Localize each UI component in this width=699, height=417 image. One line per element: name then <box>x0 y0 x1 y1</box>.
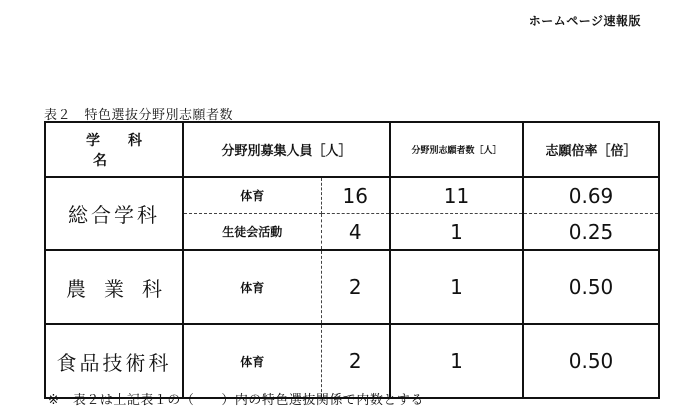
capacity-cell: 2 <box>321 324 390 398</box>
field-cell: 体育 <box>183 177 321 214</box>
subject-cell: 食品技術科 <box>45 324 183 398</box>
ratio-cell: 0.69 <box>523 177 659 214</box>
table-row <box>45 177 659 214</box>
applicants-table <box>44 121 660 399</box>
table-row <box>45 324 659 398</box>
subject-cell: 総合学科 <box>45 177 183 250</box>
applicants-cell: 1 <box>390 250 523 324</box>
applicants-cell: 1 <box>390 324 523 398</box>
applicants-cell: 1 <box>390 214 523 251</box>
header-ratio: 志願倍率［倍］ <box>523 122 659 177</box>
ratio-cell: 0.25 <box>523 214 659 251</box>
header-applicants: 分野別志願者数［人］ <box>390 122 523 177</box>
capacity-cell: 16 <box>321 177 390 214</box>
table-row <box>45 250 659 324</box>
field-cell: 生徒会活動 <box>183 214 321 251</box>
applicants-cell: 11 <box>390 177 523 214</box>
ratio-cell: 0.50 <box>523 324 659 398</box>
field-cell: 体育 <box>183 324 321 398</box>
table-header-row <box>45 122 659 177</box>
header-note: ホームページ速報版 <box>528 14 641 28</box>
header-capacity: 分野別募集人員［人］ <box>183 122 390 177</box>
table-title: 表２ 特色選抜分野別志願者数 <box>44 108 234 123</box>
capacity-cell: 2 <box>321 250 390 324</box>
field-cell: 体育 <box>183 250 321 324</box>
subject-cell: 農業科 <box>45 250 183 324</box>
ratio-cell: 0.50 <box>523 250 659 324</box>
footnote: ※ 表２は上記表１の（ ）内の特色選抜関係で内数とする <box>48 393 424 408</box>
capacity-cell: 4 <box>321 214 390 251</box>
header-subject: 学科名 <box>45 122 183 177</box>
